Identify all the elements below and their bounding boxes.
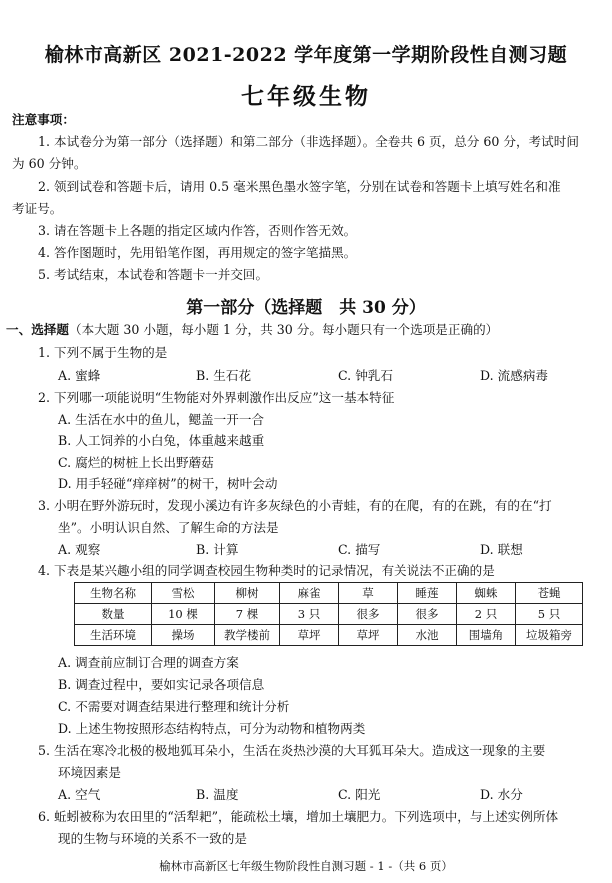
table-cell: 睡莲 <box>398 583 457 604</box>
table-cell: 很多 <box>339 604 398 625</box>
question-2-stem: 2. 下列哪一项能说明“生物能对外界刺激作出反应”这一基本特征 <box>38 390 395 405</box>
notes-heading: 注意事项： <box>12 112 75 127</box>
page-footer: 榆林市高新区七年级生物阶段性自测习题 - 1 -（共 6 页） <box>159 859 453 873</box>
table-cell: 草 <box>339 583 398 604</box>
q2-option-c: C. 腐烂的树桩上长出野蘑菇 <box>58 455 214 470</box>
q3-option-a: A. 观察 <box>58 542 101 557</box>
note-item: 2. 领到试卷和答题卡后，请用 0.5 毫米黑色墨水签字笔，分别在试卷和答题卡上填写姓名和准 <box>38 179 561 194</box>
table-cell: 草坪 <box>280 625 339 646</box>
section-instructions <box>6 322 498 338</box>
q5-option-b: B. 温度 <box>196 787 239 802</box>
table-cell: 5 只 <box>516 604 583 625</box>
table-cell: 生活环境 <box>75 625 152 646</box>
q4-option-d: D. 上述生物按照形态结构特点，可分为动物和植物两类 <box>58 721 366 736</box>
question-6-stem: 6. 蚯蚓被称为农田里的“活犁耙”，能疏松土壤，增加土壤肥力。下列选项中，与上述实例所体 <box>38 809 559 824</box>
exam-subject: 七年级生物 <box>241 83 371 110</box>
q3-option-d: D. 联想 <box>480 542 523 557</box>
note-item: 3. 请在答题卡上各题的指定区域内作答，否则作答无效。 <box>38 223 357 238</box>
table-cell: 苍蝇 <box>516 583 583 604</box>
exam-title: 榆林市高新区 2021-2022 学年度第一学期阶段性自测习题 <box>44 44 568 66</box>
table-cell: 操场 <box>152 625 215 646</box>
survey-table <box>74 582 583 646</box>
q2-option-d: D. 用手轻碰“痒痒树”的树干，树叶会动 <box>58 476 278 491</box>
q2-option-a: A. 生活在水中的鱼儿，鳃盖一开一合 <box>58 412 265 427</box>
q4-option-a: A. 调查前应制订合理的调查方案 <box>58 655 239 670</box>
question-3-stem: 3. 小明在野外游玩时，发现小溪边有许多灰绿色的小青蛙，有的在爬，有的在跳，有的在“打 <box>38 498 552 513</box>
table-cell: 围墙角 <box>457 625 516 646</box>
q3-option-c: C. 描写 <box>338 542 381 557</box>
section-label: 一、选择题 <box>6 322 69 337</box>
table-cell: 垃圾箱旁 <box>516 625 583 646</box>
table-cell: 3 只 <box>280 604 339 625</box>
table-cell: 水池 <box>398 625 457 646</box>
table-cell: 麻雀 <box>280 583 339 604</box>
note-item: 考证号。 <box>12 201 63 216</box>
table-row <box>75 583 583 604</box>
section-description: （本大题 30 小题，每小题 1 分，共 30 分。每小题只有一个选项是正确的） <box>68 322 499 337</box>
question-1-stem: 1. 下列不属于生物的是 <box>38 345 168 360</box>
q1-option-a: A. 蜜蜂 <box>58 368 101 383</box>
note-item: 1. 本试卷分为第一部分（选择题）和第二部分（非选择题）。全卷共 6 页，总分 60 分，考试时间 <box>38 134 579 149</box>
table-cell: 教学楼前 <box>215 625 280 646</box>
table-row <box>75 625 583 646</box>
q1-option-c: C. 钟乳石 <box>338 368 393 383</box>
note-item: 为 60 分钟。 <box>12 156 87 171</box>
q5-option-a: A. 空气 <box>58 787 101 802</box>
table-cell: 柳树 <box>215 583 280 604</box>
table-cell: 蜘蛛 <box>457 583 516 604</box>
table-cell: 很多 <box>398 604 457 625</box>
part1-heading: 第一部分（选择题 共 30 分） <box>186 298 426 318</box>
question-3-stem-cont: 坐”。小明认识自然、了解生命的方法是 <box>58 520 279 535</box>
note-item: 5. 考试结束，本试卷和答题卡一并交回。 <box>38 267 269 282</box>
question-5-stem-cont: 环境因素是 <box>58 765 121 780</box>
question-6-stem-cont: 现的生物与环境的关系不一致的是 <box>58 831 247 846</box>
q1-option-b: B. 生石花 <box>196 368 252 383</box>
q5-option-c: C. 阳光 <box>338 787 381 802</box>
note-item: 4. 答作图题时，先用铅笔作图，再用规定的签字笔描黑。 <box>38 245 357 260</box>
q4-option-c: C. 不需要对调查结果进行整理和统计分析 <box>58 699 290 714</box>
question-4-stem: 4. 下表是某兴趣小组的同学调查校园生物种类时的记录情况，有关说法不正确的是 <box>38 563 495 578</box>
q5-option-d: D. 水分 <box>480 787 523 802</box>
q1-option-d: D. 流感病毒 <box>480 368 549 383</box>
q4-option-b: B. 调查过程中，要如实记录各项信息 <box>58 677 265 692</box>
q2-option-b: B. 人工饲养的小白兔，体重越来越重 <box>58 433 265 448</box>
table-cell: 雪松 <box>152 583 215 604</box>
table-cell: 10 棵 <box>152 604 215 625</box>
table-cell: 草坪 <box>339 625 398 646</box>
table-cell: 数量 <box>75 604 152 625</box>
q3-option-b: B. 计算 <box>196 542 239 557</box>
question-5-stem: 5. 生活在寒冷北极的极地狐耳朵小，生活在炎热沙漠的大耳狐耳朵大。造成这一现象的主要 <box>38 743 546 758</box>
table-cell: 2 只 <box>457 604 516 625</box>
table-cell: 7 棵 <box>215 604 280 625</box>
table-row <box>75 604 583 625</box>
table-cell: 生物名称 <box>75 583 152 604</box>
